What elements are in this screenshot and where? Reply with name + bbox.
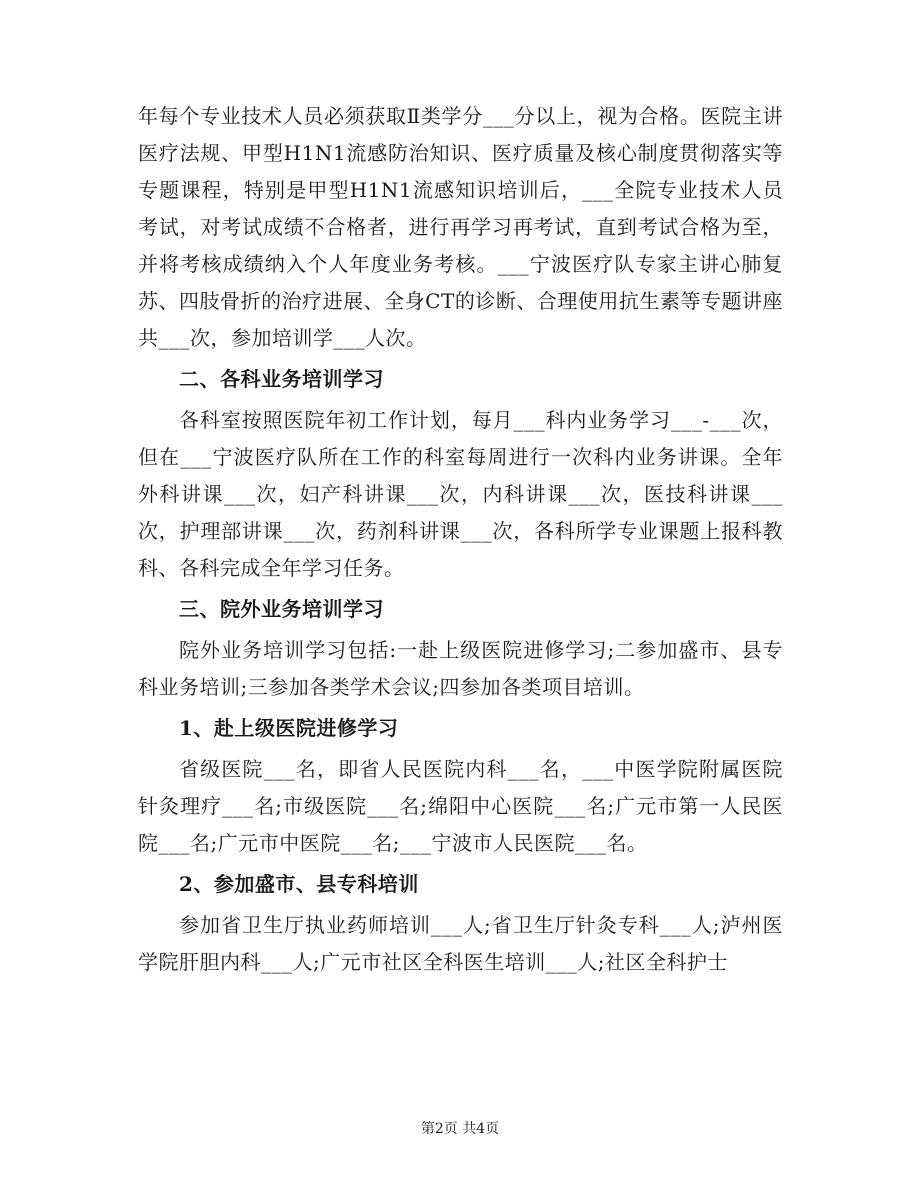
paragraph-1: 年每个专业技术人员必须获取Ⅱ类学分___分以上，视为合格。医院主讲医疗法规、甲型H1N1流感防治知识、医疗质量及核心制度贯彻落实等专题课程，特别是甲型H1N1流感知识培训后，___全院专业技术人员考试，对考试成绩不合格者，进行再学习再考试，直到考试合格为至，并将考核成绩纳入个人年度业务考核。___宁波医疗队专家主讲心肺复苏、四肢骨折的治疗进展、全身CT的诊断、合理使用抗生素等专题讲座共___次，参加培训学___人次。 xyxy=(138,104,783,350)
page-number: 第2页 共4页 xyxy=(420,1121,500,1137)
subsection-heading-1: 1、赴上级医院进修学习 xyxy=(179,716,399,740)
paragraph-5: 参加省卫生厅执业药师培训___人;省卫生厅针灸专科___人;泸州医学院肝胆内科___人;广元市社区全科医生培训___人;社区全科护士 xyxy=(138,913,783,974)
subsection-heading-2: 2、参加盛市、县专科培训 xyxy=(179,872,419,896)
document-body xyxy=(138,98,783,981)
section-heading-2: 二、各科业务培训学习 xyxy=(179,367,384,391)
section-heading-3: 三、院外业务培训学习 xyxy=(179,597,384,621)
paragraph-2: 各科室按照医院年初工作计划，每月___科内业务学习___-___次，但在___宁波医疗队所在工作的科室每周进行一次科内业务讲课。全年外科讲课___次，妇产科讲课___次，内科讲课___次，医技科讲课___次，护理部讲课___次，药剂科讲课___次，各科所学专业课题上报科教科、各科完成全年学习任务。 xyxy=(138,408,783,580)
paragraph-4: 省级医院___名，即省人民医院内科___名，___中医学院附属医院针灸理疗___名;市级医院___名;绵阳中心医院___名;广元市第一人民医院___名;广元市中医院___名;___宁波市人民医院___名。 xyxy=(138,757,783,855)
paragraph-3: 院外业务培训学习包括:一赴上级医院进修学习;二参加盛市、县专科业务培训;三参加各类学术会议;四参加各类项目培训。 xyxy=(138,638,783,699)
